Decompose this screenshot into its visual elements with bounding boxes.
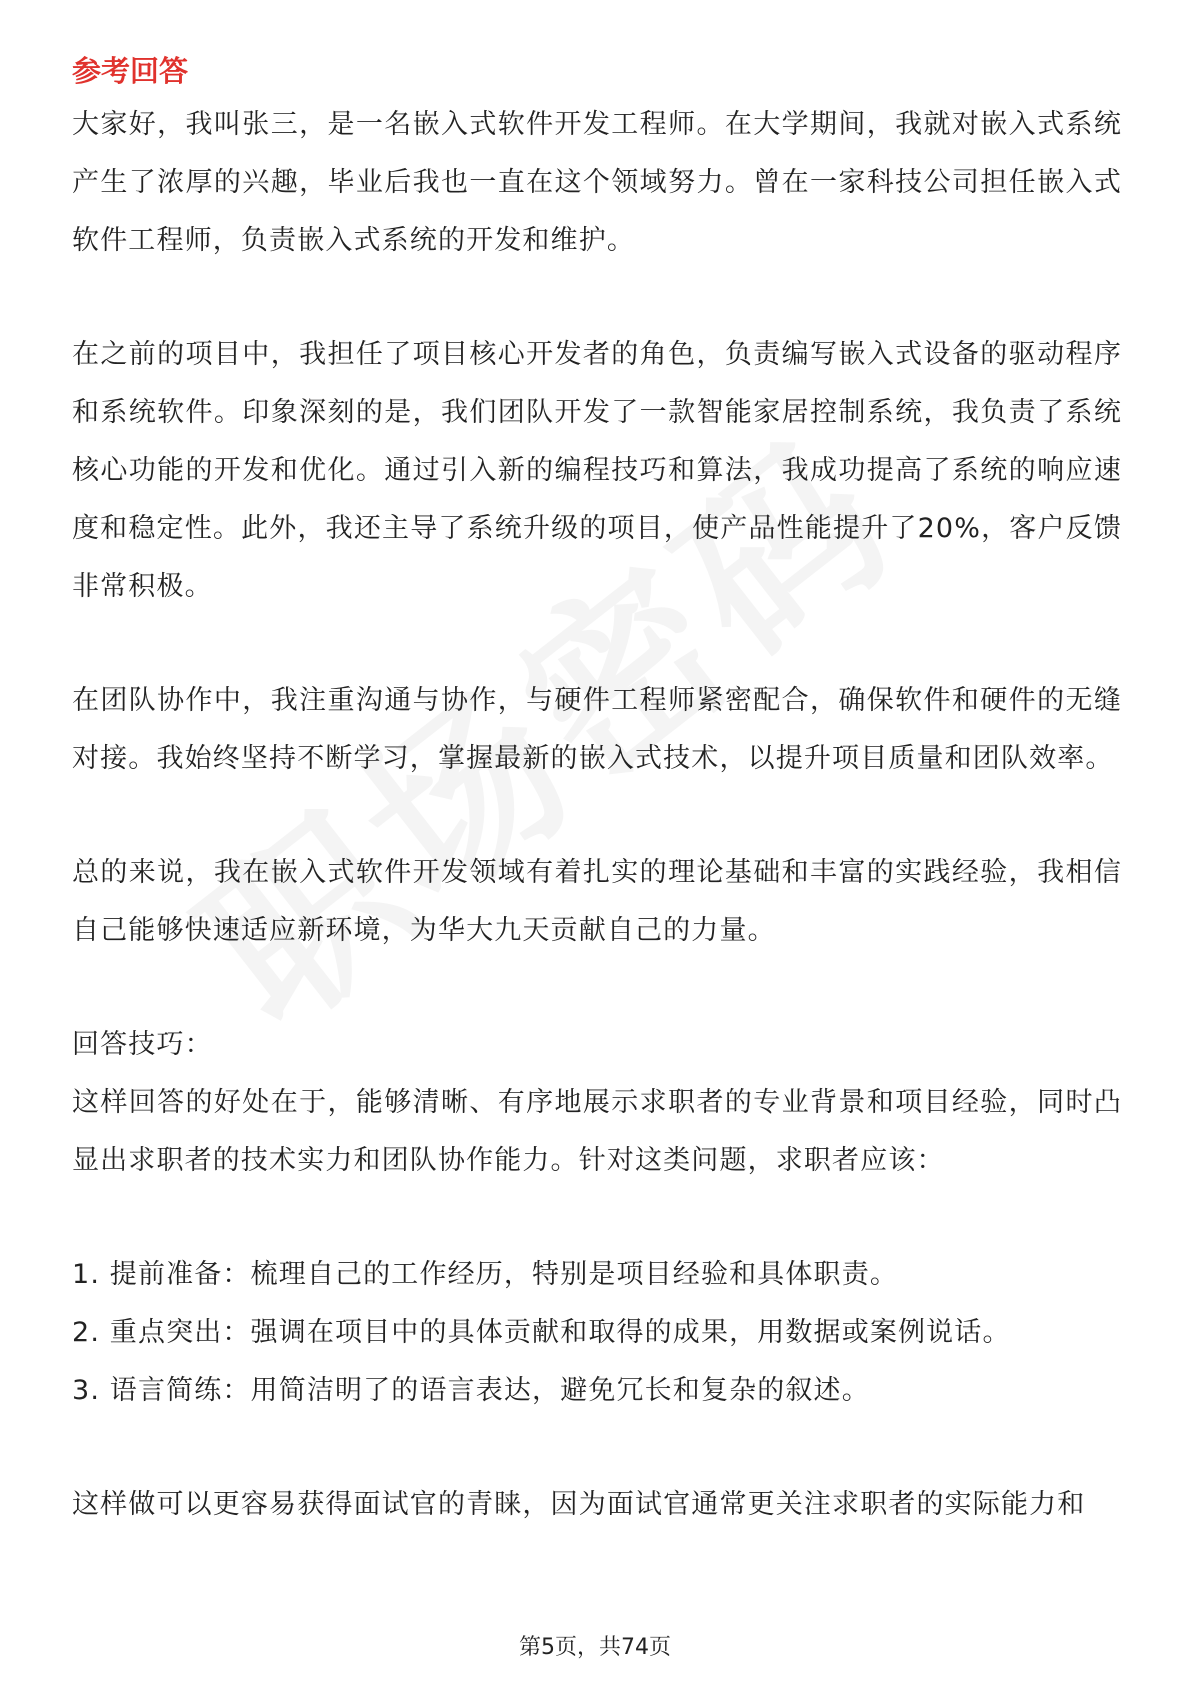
tips-closing: 这样做可以更容易获得面试官的青睐，因为面试官通常更关注求职者的实际能力和	[72, 1489, 1086, 1520]
answer-paragraph-teamwork: 在团队协作中，我注重沟通与协作，与硬件工程师紧密配合，确保软件和硬件的无缝对接。我始终坚持不断学习，掌握最新的嵌入式技术，以提升项目质量和团队效率。	[72, 685, 1122, 774]
page-content	[72, 46, 1122, 1590]
tips-intro: 这样回答的好处在于，能够清晰、有序地展示求职者的专业背景和项目经验，同时凸显出求职者的技术实力和团队协作能力。针对这类问题，求职者应该：	[72, 1087, 1122, 1176]
list-item: 1. 提前准备：梳理自己的工作经历，特别是项目经验和具体职责。	[72, 1259, 898, 1290]
tips-label: 回答技巧：	[72, 1029, 213, 1060]
answer-paragraph-intro: 大家好，我叫张三，是一名嵌入式软件开发工程师。在大学期间，我就对嵌入式系统产生了浓厚的兴趣，毕业后我也一直在这个领域努力。曾在一家科技公司担任嵌入式软件工程师，负责嵌入式系统的开发和维护。	[72, 109, 1122, 256]
tips-list	[72, 1246, 1122, 1420]
answer-paragraph-project: 在之前的项目中，我担任了项目核心开发者的角色，负责编写嵌入式设备的驱动程序和系统软件。印象深刻的是，我们团队开发了一款智能家居控制系统，我负责了系统核心功能的开发和优化。通过引入新的编程技巧和算法，我成功提高了系统的响应速度和稳定性。此外，我还主导了系统升级的项目，使产品性能提升了20%，客户反馈非常积极。	[72, 339, 1122, 602]
list-item: 2. 重点突出：强调在项目中的具体贡献和取得的成果，用数据或案例说话。	[72, 1317, 1011, 1348]
list-item: 3. 语言简练：用简洁明了的语言表达，避免冗长和复杂的叙述。	[72, 1375, 870, 1406]
page-number: 第5页，共74页	[519, 1635, 671, 1660]
answer-paragraph-summary: 总的来说，我在嵌入式软件开发领域有着扎实的理论基础和丰富的实践经验，我相信自己能够快速适应新环境，为华大九天贡献自己的力量。	[72, 857, 1122, 946]
section-heading: 参考回答	[72, 54, 189, 88]
